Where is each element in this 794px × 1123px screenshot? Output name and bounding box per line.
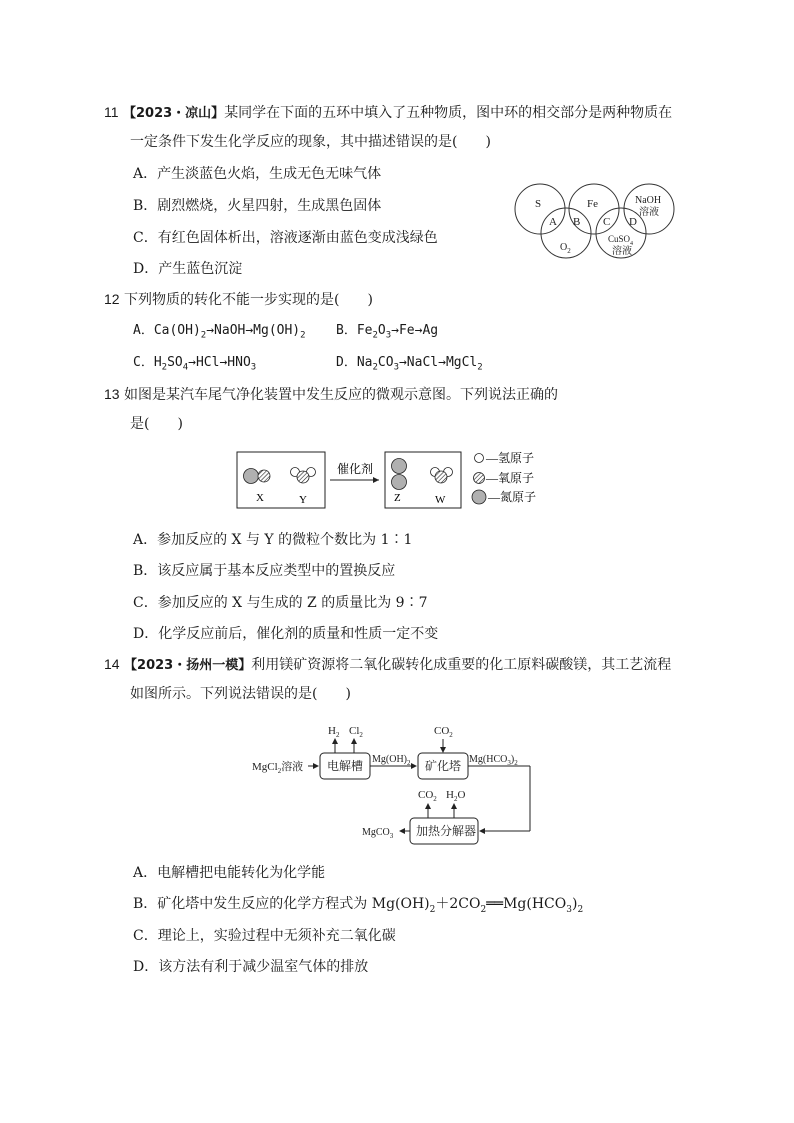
label-d: D bbox=[629, 216, 637, 228]
label-z: Z bbox=[394, 492, 401, 504]
label-cuso4-solution: 溶液 bbox=[612, 246, 632, 257]
label-cuso4: CuSO bbox=[608, 234, 631, 244]
h2-label: H bbox=[328, 725, 336, 737]
option-b: B．$Fe_2O_3\to Fe\to Ag$ bbox=[336, 323, 439, 341]
option-b: B．该反应属于基本反应类型中的置换反应 bbox=[133, 563, 396, 579]
mgoh2-label: Mg(OH) bbox=[372, 754, 407, 765]
co2-input-label: CO bbox=[434, 725, 450, 737]
question-13-line1 bbox=[104, 385, 558, 404]
label-s: S bbox=[535, 198, 542, 210]
catalyst-label: 催化剂 bbox=[337, 462, 374, 476]
label-naoh-solution: 溶液 bbox=[639, 207, 659, 218]
decomposer-label: 加热分解器 bbox=[416, 824, 477, 838]
option-c: C．理论上，实验过程中无须补充二氧化碳 bbox=[133, 928, 396, 944]
option-d: D．化学反应前后，催化剂的质量和性质一定不变 bbox=[133, 626, 439, 642]
question-stem-line2: 一定条件下发生化学反应的现象，其中描述错误的是( ) bbox=[130, 134, 491, 150]
source-tag: 【2023・凉山】 bbox=[123, 106, 225, 121]
question-stem-line2: 是( ) bbox=[130, 416, 183, 432]
mgcl2-solution-label: MgCl$_2$溶液 bbox=[252, 761, 304, 775]
option-c: C．参加反应的 X 与生成的 Z 的质量比为 9∶7 bbox=[133, 595, 428, 611]
svg-text:CO2: $CO_2$ bbox=[418, 789, 437, 803]
svg-text:—氮原子: —氮原子 bbox=[488, 490, 537, 504]
molecule-z bbox=[392, 459, 407, 490]
question-11-line1 bbox=[104, 103, 672, 123]
option-a: A．$Ca(OH)_2\to NaOH\to Mg(OH)_2$ bbox=[133, 323, 306, 341]
label-naoh: NaOH bbox=[635, 195, 662, 206]
label-a: A bbox=[549, 216, 557, 228]
mghco3-label: Mg(HCO bbox=[469, 754, 508, 765]
question-stem: 利用镁矿资源将二氧化碳转化成重要的化工原料碳酸镁，其工艺流程 bbox=[251, 657, 672, 673]
option-a: A．电解槽把电能转化为化学能 bbox=[133, 865, 326, 881]
reaction-micro-diagram bbox=[236, 450, 556, 514]
option-a: A．参加反应的 X 与 Y 的微粒个数比为 1∶1 bbox=[133, 532, 413, 548]
label-o2: O bbox=[560, 242, 568, 253]
question-number: 12 bbox=[104, 291, 120, 307]
label-x: X bbox=[256, 492, 264, 504]
svg-text:CuSO4: CuSO$_4$ bbox=[608, 234, 634, 247]
svg-text:Mg(OH)2: $Mg(OH)_2$ bbox=[372, 754, 411, 767]
source-tag: 【2023・扬州一模】 bbox=[124, 658, 252, 673]
question-stem-line2: 如图所示。下列说法错误的是( ) bbox=[130, 686, 351, 702]
process-flow-diagram bbox=[250, 720, 540, 845]
question-number: 14 bbox=[104, 656, 120, 672]
label-fe: Fe bbox=[587, 198, 598, 210]
question-number: 11 bbox=[104, 104, 119, 120]
svg-text:O2: $O_2$ bbox=[560, 242, 571, 255]
svg-text:Cl2: $Cl_2$ bbox=[349, 725, 363, 739]
molecule-w bbox=[431, 468, 453, 484]
cl2-label: Cl bbox=[349, 725, 360, 737]
electrolyzer-label: 电解槽 bbox=[327, 759, 364, 773]
option-a: A．产生淡蓝色火焰，生成无色无味气体 bbox=[133, 166, 382, 182]
legend bbox=[472, 451, 536, 504]
question-stem: 如图是某汽车尾气净化装置中发生反应的微观示意图。下列说法正确的 bbox=[124, 387, 559, 403]
svg-text:—氢原子: —氢原子 bbox=[486, 451, 535, 465]
mgco3-label: MgCO bbox=[362, 827, 390, 838]
question-12-line1 bbox=[104, 290, 373, 309]
question-14-line1 bbox=[104, 655, 671, 675]
svg-text:MgCO3: MgCO$_3$ bbox=[362, 827, 394, 840]
question-stem: 某同学在下面的五环中填入了五种物质，图中环的相交部分是两种物质在 bbox=[224, 105, 673, 121]
svg-text:—氧原子: —氧原子 bbox=[486, 471, 535, 485]
h2o-label: H bbox=[446, 789, 454, 801]
svg-text:Mg(HCO3)2: $Mg(HCO_3)_2$ bbox=[469, 754, 518, 767]
svg-text:CO2: $CO_2$ bbox=[434, 725, 453, 739]
label-b: B bbox=[573, 216, 581, 228]
option-b: B．剧烈燃烧，火星四射，生成黑色固体 bbox=[133, 198, 382, 214]
molecule-y bbox=[291, 468, 316, 484]
option-d: D．$Na_2CO_3\to NaCl\to MgCl_2$ bbox=[336, 355, 483, 373]
svg-text:H2: $H_2$ bbox=[328, 725, 340, 739]
option-b: B．矿化塔中发生反应的化学方程式为 $Mg(OH)_2+2CO_2══Mg(HCO_3)_2$ bbox=[133, 896, 584, 915]
label-c: C bbox=[603, 216, 611, 228]
option-c: C．$H_2SO_4\to HCl\to HNO_3$ bbox=[133, 355, 257, 373]
option-c: C．有红色固体析出，溶液逐渐由蓝色变成浅绿色 bbox=[133, 230, 438, 246]
molecule-x bbox=[244, 469, 271, 484]
co2-output-label: CO bbox=[418, 789, 434, 801]
option-d: D．该方法有利于减少温室气体的排放 bbox=[133, 959, 369, 975]
tower-label: 矿化塔 bbox=[425, 759, 462, 773]
option-d: D．产生蓝色沉淀 bbox=[133, 261, 243, 277]
label-w: W bbox=[435, 494, 446, 506]
five-rings-diagram bbox=[508, 183, 683, 263]
svg-text:H2O: $H_2O$ bbox=[446, 789, 466, 803]
label-y: Y bbox=[299, 494, 307, 506]
question-stem: 下列物质的转化不能一步实现的是( ) bbox=[124, 292, 373, 308]
question-number: 13 bbox=[104, 386, 120, 402]
